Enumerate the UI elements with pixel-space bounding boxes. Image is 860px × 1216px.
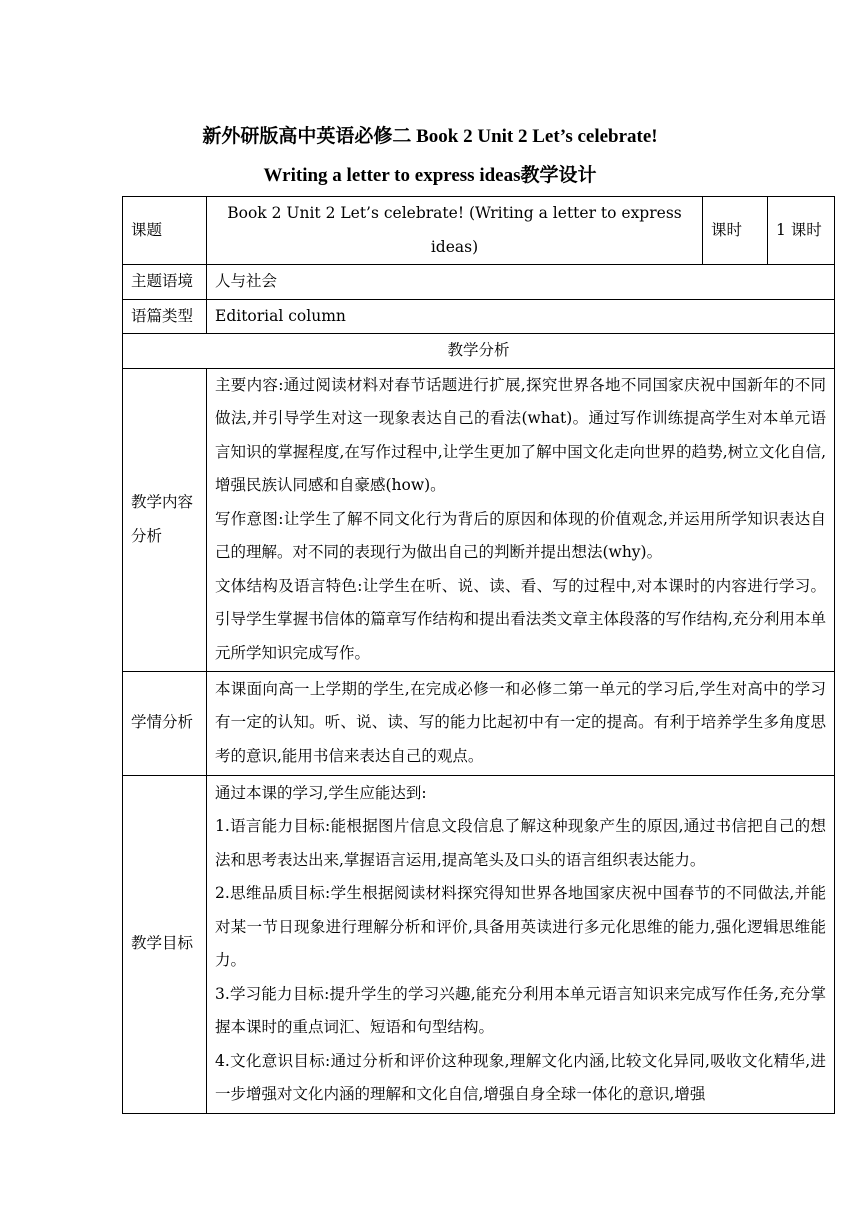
content-paragraph: 写作意图:让学生了解不同文化行为背后的原因和体现的价值观念,并运用所学知识表达自己的理解。对不同的表现行为做出自己的判断并提出想法(why)。 — [215, 509, 826, 562]
teaching-goals-body — [207, 775, 835, 1113]
period-value: 1 课时 — [768, 197, 835, 265]
document-title-line2: Writing a letter to express ideas教学设计 — [263, 165, 597, 186]
content-analysis-label: 教学内容分析 — [123, 368, 207, 671]
lesson-plan-table — [122, 196, 835, 1114]
genre-row — [123, 299, 835, 334]
topic-label: 课题 — [123, 197, 207, 265]
learner-analysis-label: 学情分析 — [123, 671, 207, 775]
learner-analysis-body — [207, 671, 835, 775]
learner-analysis-row — [123, 671, 835, 775]
document-title-line1: 新外研版高中英语必修二 Book 2 Unit 2 Let’s celebrate! — [202, 126, 658, 147]
learner-paragraph: 本课面向高一上学期的学生,在完成必修一和必修二第一单元的学习后,学生对高中的学习有一定的认知。听、说、读、写的能力比起初中有一定的提高。有利于培养学生多角度思考的意识,能用书信来表达自己的观点。 — [215, 679, 826, 765]
goal-paragraph: 通过本课的学习,学生应能达到: — [215, 783, 427, 802]
goal-paragraph: 1.语言能力目标:能根据图片信息文段信息了解这种现象产生的原因,通过书信把自己的想法和思考表达出来,掌握语言运用,提高笔头及口头的语言组织表达能力。 — [215, 817, 826, 869]
goal-paragraph: 2.思维品质目标:学生根据阅读材料探究得知世界各地国家庆祝中国春节的不同做法,并能对某一节日现象进行理解分析和评价,具备用英读进行多元化思维的能力,强化逻辑思维能力。 — [215, 884, 826, 969]
topic-value: Book 2 Unit 2 Let’s celebrate! (Writing a letter to express ideas) — [207, 197, 703, 265]
goal-paragraph: 3.学习能力目标:提升学生的学习兴趣,能充分利用本单元语言知识来完成写作任务,充分掌握本课时的重点词汇、短语和句型结构。 — [215, 984, 826, 1036]
content-analysis-body — [207, 368, 835, 671]
genre-value: Editorial column — [207, 299, 835, 334]
theme-value: 人与社会 — [207, 265, 835, 300]
teaching-goals-label: 教学目标 — [123, 775, 207, 1113]
content-paragraph: 主要内容:通过阅读材料对春节话题进行扩展,探究世界各地不同国家庆祝中国新年的不同做法,并引导学生对这一现象表达自己的看法(what)。通过写作训练提高学生对本单元语言知识的掌握程度,在写作过程中,让学生更加了解中国文化走向世界的趋势,树立文化自信,增强民族认同感和自豪感(how)。 — [215, 375, 826, 495]
section-header-row — [123, 334, 835, 369]
genre-label: 语篇类型 — [123, 299, 207, 334]
content-analysis-row — [123, 368, 835, 671]
theme-label: 主题语境 — [123, 265, 207, 300]
theme-row — [123, 265, 835, 300]
period-label: 课时 — [703, 197, 768, 265]
section-header: 教学分析 — [123, 334, 835, 369]
goal-paragraph: 4.文化意识目标:通过分析和评价这种现象,理解文化内涵,比较文化异同,吸收文化精华,进一步增强对文化内涵的理解和文化自信,增强自身全球一体化的意识,增强 — [215, 1051, 826, 1103]
topic-row — [123, 197, 835, 265]
content-paragraph: 文体结构及语言特色:让学生在听、说、读、看、写的过程中,对本课时的内容进行学习。引导学生掌握书信体的篇章写作结构和提出看法类文章主体段落的写作结构,充分利用本单元所学知识完成写作。 — [215, 576, 826, 662]
teaching-goals-row — [123, 775, 835, 1113]
